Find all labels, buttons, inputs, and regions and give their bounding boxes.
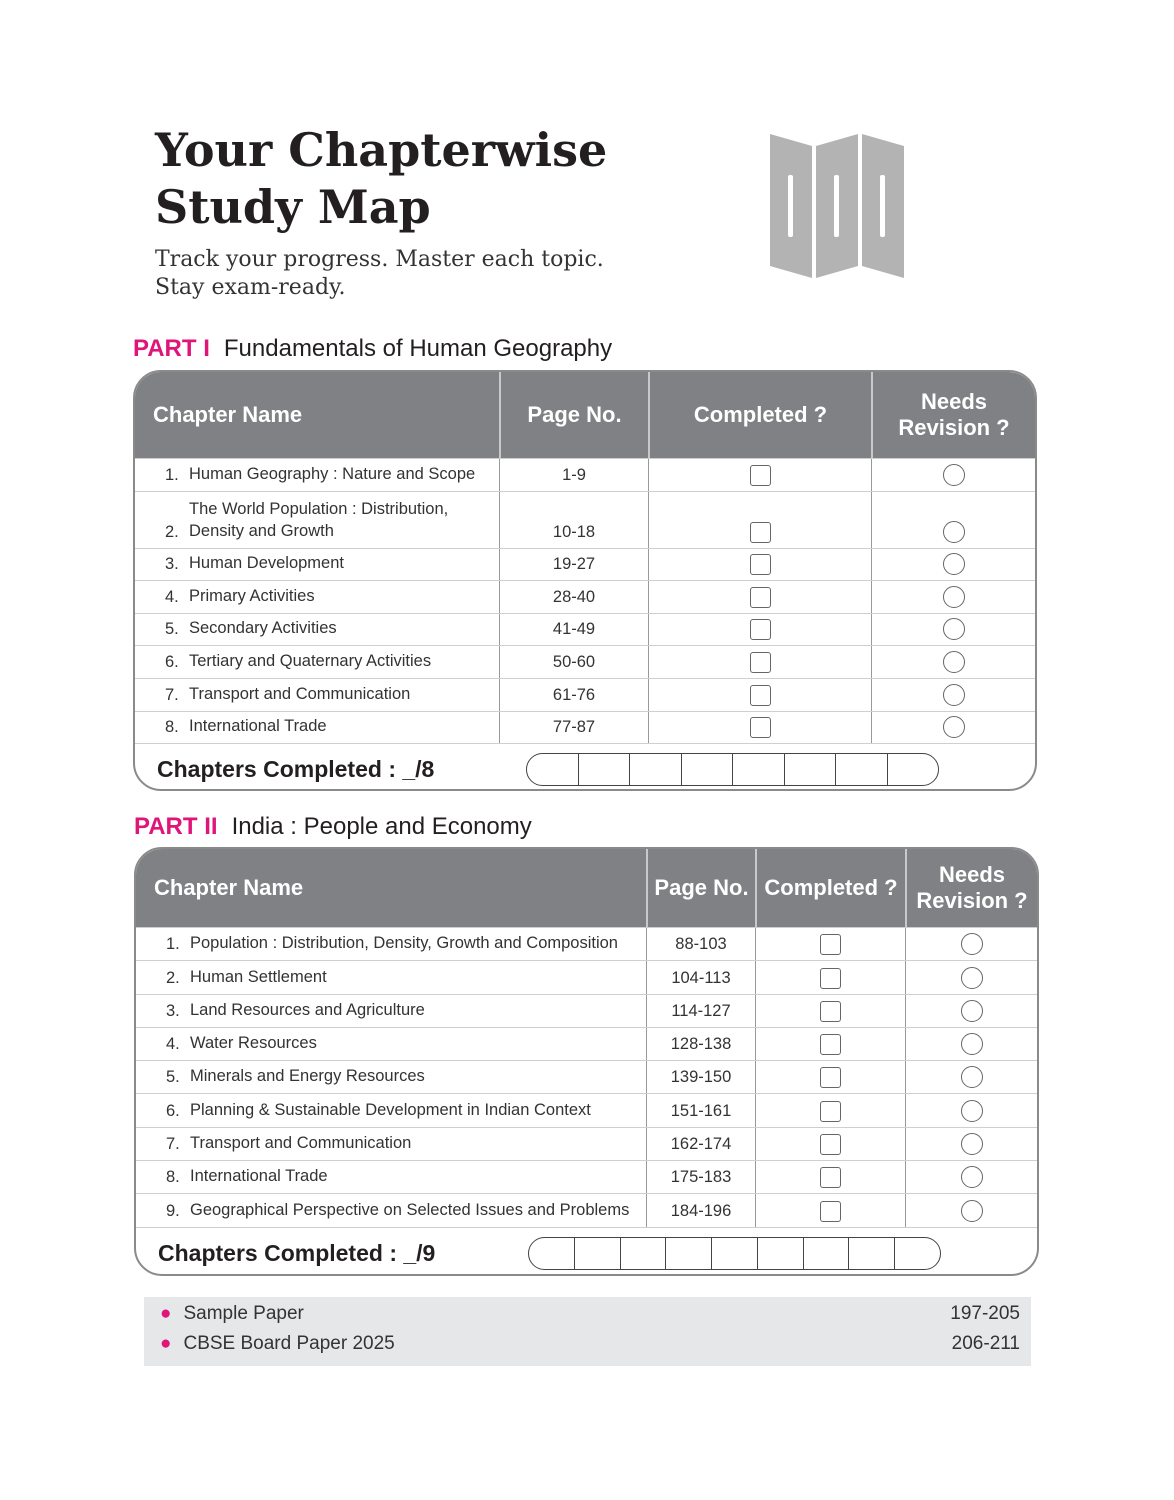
page-range: 1-9	[499, 459, 648, 491]
needs-revision-radio[interactable]	[943, 684, 965, 706]
page-range: 10-18	[499, 492, 648, 548]
table-row	[136, 1127, 1037, 1160]
folded-map-icon	[768, 130, 908, 282]
needs-revision-radio[interactable]	[943, 586, 965, 608]
chapters-completed-label: Chapters Completed : _/9	[158, 1239, 436, 1266]
chapter-number: 5.	[166, 1068, 180, 1087]
table-row	[135, 491, 1035, 548]
chapter-name: Minerals and Energy Resources	[190, 1067, 425, 1086]
completed-checkbox[interactable]	[750, 522, 771, 543]
column-header: Needs Revision ?	[871, 372, 1035, 458]
progress-cell[interactable]	[620, 1238, 666, 1269]
progress-cell[interactable]	[757, 1238, 803, 1269]
table-row	[135, 613, 1035, 646]
progress-cell[interactable]	[711, 1238, 757, 1269]
progress-cell[interactable]	[835, 754, 887, 785]
chapter-number: 9.	[166, 1201, 180, 1220]
page-range: 139-150	[646, 1061, 755, 1093]
table-row	[135, 458, 1035, 491]
chapter-number: 3.	[166, 1001, 180, 1020]
progress-cell[interactable]	[803, 1238, 849, 1269]
table-row	[136, 1060, 1037, 1093]
extra-name: CBSE Board Paper 2025	[183, 1333, 395, 1354]
column-header: Completed ?	[648, 372, 871, 458]
page-range: 151-161	[646, 1094, 755, 1126]
part-2-heading	[134, 813, 532, 841]
progress-cell[interactable]	[665, 1238, 711, 1269]
completed-checkbox[interactable]	[750, 717, 771, 738]
needs-revision-radio[interactable]	[961, 1200, 983, 1222]
chapter-name: Planning & Sustainable Development in Indian Context	[190, 1100, 591, 1119]
subtitle-line-2: Stay exam-ready.	[155, 275, 346, 300]
completed-checkbox[interactable]	[820, 1067, 841, 1088]
chapter-name: Water Resources	[190, 1034, 317, 1053]
page-range: 41-49	[499, 614, 648, 646]
chapter-number: 2.	[166, 968, 180, 987]
page-range: 77-87	[499, 712, 648, 744]
needs-revision-radio[interactable]	[961, 1000, 983, 1022]
page-range: 114-127	[646, 995, 755, 1027]
chapter-number: 2.	[165, 522, 179, 541]
progress-cell[interactable]	[578, 754, 630, 785]
extra-item[interactable]: ● Sample Paper 197-205	[160, 1303, 1020, 1324]
progress-cell[interactable]	[681, 754, 733, 785]
chapter-name: The World Population : Distribution, Density and Growth	[189, 499, 449, 540]
table-row	[135, 711, 1035, 744]
chapter-number: 6.	[165, 652, 179, 671]
page-title	[155, 122, 607, 236]
page-range: 162-174	[646, 1128, 755, 1160]
table-row	[136, 927, 1037, 960]
needs-revision-radio[interactable]	[943, 716, 965, 738]
completed-checkbox[interactable]	[750, 554, 771, 575]
chapter-name: Land Resources and Agriculture	[190, 1000, 425, 1019]
table-row	[136, 960, 1037, 993]
page-range: 104-113	[646, 961, 755, 993]
part-1-heading	[133, 335, 612, 363]
column-header: Page No.	[646, 849, 755, 927]
chapter-name: Geographical Perspective on Selected Issues and Problems	[190, 1200, 630, 1219]
chapter-number: 8.	[166, 1168, 180, 1187]
subtitle-line-1: Track your progress. Master each topic.	[155, 247, 604, 272]
completed-checkbox[interactable]	[820, 1001, 841, 1022]
chapters-completed-footer	[135, 743, 1035, 791]
chapter-number: 3.	[165, 555, 179, 574]
title-line-2: Study Map	[155, 180, 431, 234]
chapter-name: Tertiary and Quaternary Activities	[189, 651, 432, 670]
chapter-name: Secondary Activities	[189, 619, 337, 638]
column-header: Chapter Name	[153, 402, 303, 427]
completed-checkbox[interactable]	[750, 465, 771, 486]
table-row	[136, 994, 1037, 1027]
page-range: 19-27	[499, 549, 648, 581]
chapter-name: Population : Distribution, Density, Growth and Composition	[190, 934, 618, 953]
needs-revision-radio[interactable]	[961, 1066, 983, 1088]
progress-cell[interactable]	[848, 1238, 894, 1269]
chapter-number: 6.	[166, 1101, 180, 1120]
progress-tracker[interactable]	[528, 1237, 941, 1270]
progress-tracker[interactable]	[526, 753, 939, 786]
progress-cell[interactable]	[527, 754, 578, 785]
page-range: 175-183	[646, 1161, 755, 1193]
page-range: 61-76	[499, 679, 648, 711]
part-title: India : People and Economy	[231, 813, 532, 840]
chapter-name: Human Settlement	[190, 967, 327, 986]
chapter-number: 1.	[166, 935, 180, 954]
chapter-name: International Trade	[189, 717, 327, 736]
page-subtitle	[155, 246, 604, 302]
chapter-number: 1.	[165, 465, 179, 484]
progress-cell[interactable]	[894, 1238, 940, 1269]
chapter-name: Human Development	[189, 554, 344, 573]
completed-checkbox[interactable]	[750, 587, 771, 608]
progress-cell[interactable]	[732, 754, 784, 785]
part-2-table	[134, 847, 1039, 1276]
chapter-number: 5.	[165, 620, 179, 639]
progress-cell[interactable]	[529, 1238, 574, 1269]
table-row	[135, 580, 1035, 613]
title-line-1: Your Chapterwise	[155, 123, 608, 177]
page-range: 88-103	[646, 928, 755, 960]
chapter-number: 4.	[165, 587, 179, 606]
page-range: 28-40	[499, 581, 648, 613]
needs-revision-radio[interactable]	[943, 521, 965, 543]
page-range: 128-138	[646, 1028, 755, 1060]
chapters-completed-footer	[136, 1227, 1037, 1275]
column-header: Needs Revision ?	[905, 849, 1037, 927]
completed-checkbox[interactable]	[820, 1201, 841, 1222]
extra-papers-box	[144, 1297, 1031, 1366]
needs-revision-radio[interactable]	[943, 464, 965, 486]
completed-checkbox[interactable]	[820, 1101, 841, 1122]
column-header: Completed ?	[755, 849, 905, 927]
completed-checkbox[interactable]	[820, 1134, 841, 1155]
needs-revision-radio[interactable]	[961, 1166, 983, 1188]
table-row	[136, 1160, 1037, 1193]
chapter-name: Primary Activities	[189, 586, 315, 605]
chapters-completed-label: Chapters Completed : _/8	[157, 756, 435, 783]
needs-revision-radio[interactable]	[943, 651, 965, 673]
chapter-number: 4.	[166, 1035, 180, 1054]
chapter-name: Human Geography : Nature and Scope	[189, 464, 476, 483]
part-title: Fundamentals of Human Geography	[223, 335, 613, 362]
chapter-number: 7.	[166, 1135, 180, 1154]
needs-revision-radio[interactable]	[943, 618, 965, 640]
progress-cell[interactable]	[574, 1238, 620, 1269]
completed-checkbox[interactable]	[750, 652, 771, 673]
completed-checkbox[interactable]	[820, 1034, 841, 1055]
extra-item[interactable]: ● CBSE Board Paper 2025 206-211	[160, 1333, 1020, 1354]
needs-revision-radio[interactable]	[943, 553, 965, 575]
table-header	[135, 372, 1035, 458]
extra-pages: 206-211	[951, 1333, 1020, 1354]
completed-checkbox[interactable]	[820, 968, 841, 989]
progress-cell[interactable]	[887, 754, 939, 785]
column-header: Chapter Name	[154, 875, 304, 900]
chapter-number: 8.	[165, 718, 179, 737]
needs-revision-radio[interactable]	[961, 1100, 983, 1122]
part-label: PART I	[133, 335, 210, 362]
table-header	[136, 849, 1037, 927]
completed-checkbox[interactable]	[750, 619, 771, 640]
completed-checkbox[interactable]	[750, 685, 771, 706]
needs-revision-radio[interactable]	[961, 1033, 983, 1055]
needs-revision-radio[interactable]	[961, 933, 983, 955]
table-row	[135, 678, 1035, 711]
completed-checkbox[interactable]	[820, 1167, 841, 1188]
page-range: 50-60	[499, 646, 648, 678]
needs-revision-radio[interactable]	[961, 967, 983, 989]
completed-checkbox[interactable]	[820, 934, 841, 955]
table-row	[135, 645, 1035, 678]
chapter-name: Transport and Communication	[190, 1134, 412, 1153]
chapter-number: 7.	[165, 685, 179, 704]
column-header: Page No.	[499, 372, 648, 458]
extra-pages: 197-205	[950, 1303, 1020, 1324]
table-row	[136, 1093, 1037, 1126]
progress-cell[interactable]	[784, 754, 836, 785]
page-range: 184-196	[646, 1194, 755, 1226]
table-row	[136, 1027, 1037, 1060]
part-label: PART II	[134, 813, 218, 840]
extra-name: Sample Paper	[183, 1303, 304, 1324]
needs-revision-radio[interactable]	[961, 1133, 983, 1155]
chapter-name: International Trade	[190, 1167, 328, 1186]
progress-cell[interactable]	[629, 754, 681, 785]
part-1-table	[133, 370, 1037, 791]
table-row	[136, 1193, 1037, 1226]
table-row	[135, 548, 1035, 581]
chapter-name: Transport and Communication	[189, 684, 411, 703]
